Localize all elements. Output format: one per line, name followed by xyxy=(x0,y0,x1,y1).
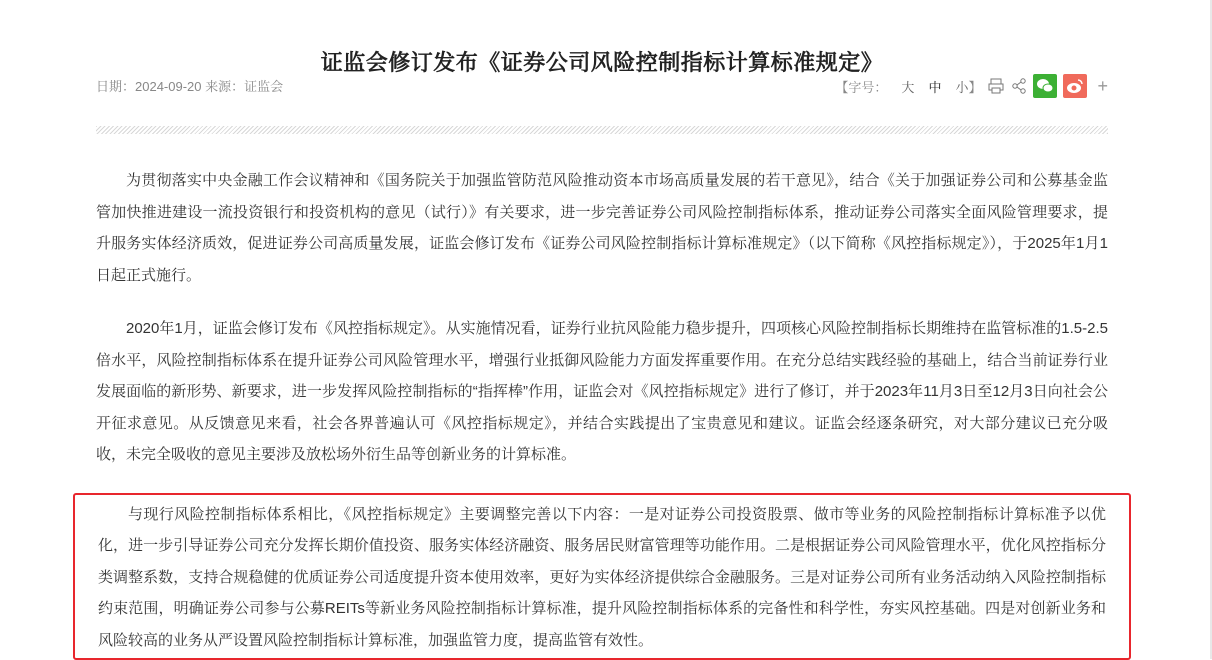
print-icon[interactable] xyxy=(987,77,1005,95)
paragraph: 2020年1月，证监会修订发布《风控指标规定》。从实施情况看，证券行业抗风险能力稳步提升，四项核心风险控制指标长期维持在监管标准的1.5-2.5倍水平，风险控制指标体系在提升证券公司风险管理水平，增强行业抵御风险能力方面发挥重要作用。在充分总结实践经验的基础上，结合当前证券行业发展面临的新形势、新要求，进一步发挥风险控制指标的“指挥棒”作用，证监会对《风控指标规定》进行了修订，并于2023年11月3日至12月3日向社会公开征求意见。从反馈意见来看，社会各界普遍认可《风控指标规定》，并结合实践提出了宝贵意见和建议。证监会经逐条研究，对大部分建议已充分吸收，未完全吸收的意见主要涉及放松场外衍生品等创新业务的计算标准。 xyxy=(96,313,1108,471)
article-meta: 日期：2024-09-20 来源：证监会 xyxy=(96,76,283,95)
article-toolbar xyxy=(835,74,1108,98)
highlight-box xyxy=(73,493,1131,660)
font-size-label: 【字号： xyxy=(835,77,887,96)
page-title: 证监会修订发布《证券公司风险控制指标计算标准规定》 xyxy=(96,46,1108,77)
font-size-small[interactable]: 小 xyxy=(955,77,968,96)
paragraph: 为贯彻落实中央金融工作会议精神和《国务院关于加强监管防范风险推动资本市场高质量发展的若干意见》，结合《关于加强证券公司和公募基金监管加快推进建设一流投资银行和投资机构的意见（试行）》有关要求，进一步完善证券公司风险控制指标体系，推动证券公司落实全面风险管理要求，提升服务实体经济质效，促进证券公司高质量发展，证监会修订发布《证券公司风险控制指标计算标准规定》（以下简称《风控指标规定》），于2025年1月1日起正式施行。 xyxy=(96,165,1108,291)
article-body xyxy=(96,165,1108,660)
font-size-medium[interactable]: 中 xyxy=(928,77,941,96)
divider xyxy=(96,126,1108,134)
font-size-large[interactable]: 大 xyxy=(901,77,914,96)
share-icon[interactable] xyxy=(1011,77,1027,95)
font-size-close: 】 xyxy=(968,77,981,96)
plus-icon[interactable]: + xyxy=(1097,76,1108,97)
weibo-icon[interactable] xyxy=(1063,74,1087,98)
paragraph: 与现行风险控制指标体系相比，《风控指标规定》主要调整完善以下内容：一是对证券公司投资股票、做市等业务的风险控制指标计算标准予以优化，进一步引导证券公司充分发挥长期价值投资、服务实体经济融资、服务居民财富管理等功能作用。二是根据证券公司风险管理水平，优化风控指标分类调整系数，支持合规稳健的优质证券公司适度提升资本使用效率，更好为实体经济提供综合金融服务。三是对证券公司所有业务活动纳入风险控制指标约束范围，明确证券公司参与公募REITs等新业务风险控制指标计算标准，提升风险控制指标体系的完备性和科学性，夯实风控基础。四是对创新业务和风险较高的业务从严设置风险控制指标计算标准，加强监管力度，提高监管有效性。 xyxy=(98,499,1106,657)
wechat-icon[interactable] xyxy=(1033,74,1057,98)
